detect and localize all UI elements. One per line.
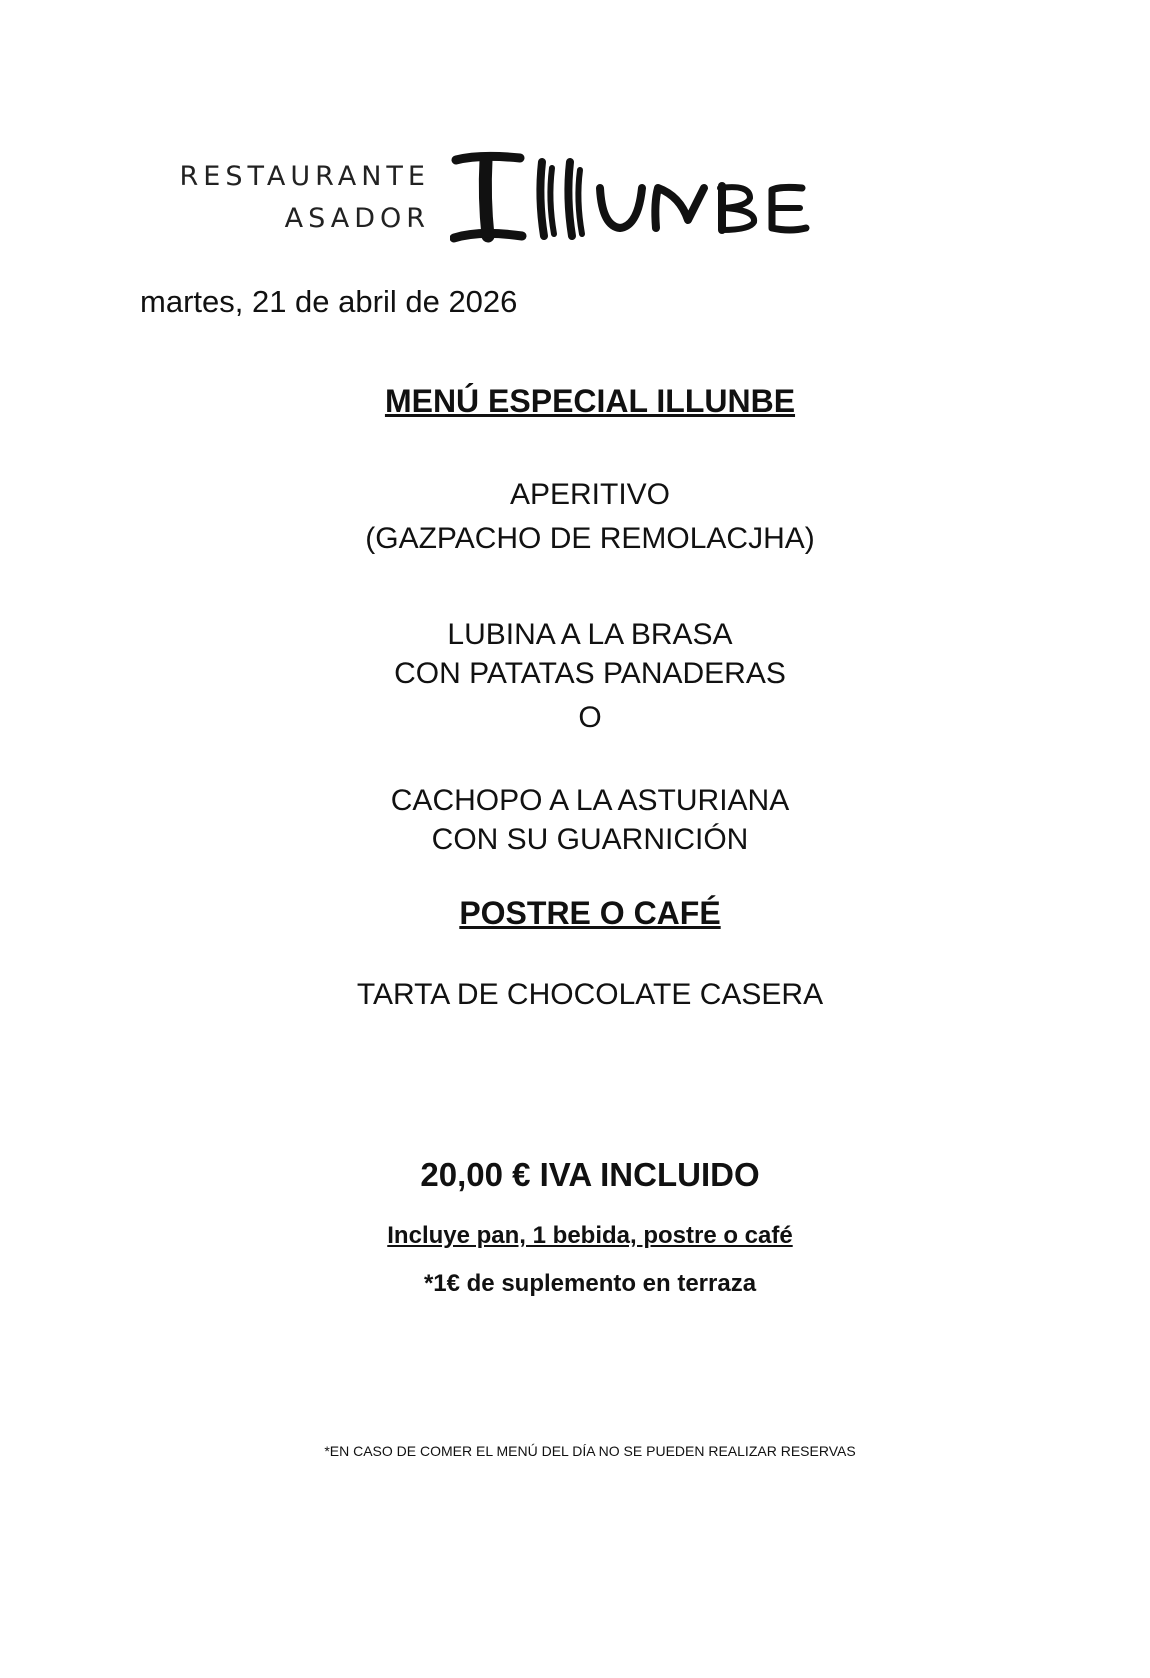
main-option-1-line-2: CON PATATAS PANADERAS [394,657,786,690]
logo-line-restaurante: RESTAURANTE [179,161,430,192]
logo-text [150,156,430,240]
main-option-1-line-1: LUBINA A LA BRASA [447,618,733,651]
option-separator: O [578,701,602,734]
price-includes: Incluye pan, 1 bebida, postre o café [387,1222,793,1249]
illunbe-brush-logo [450,148,830,258]
dessert-item: TARTA DE CHOCOLATE CASERA [356,978,824,1011]
menu-date: martes, 21 de abril de 2026 [140,284,518,319]
aperitivo-detail: (GAZPACHO DE REMOLACJHA) [365,522,815,555]
menu-title: MENÚ ESPECIAL ILLUNBE [384,383,796,419]
dessert-heading: POSTRE O CAFÉ [459,895,721,931]
main-option-2-line-2: CON SU GUARNICIÓN [431,823,749,856]
reservation-note: *EN CASO DE COMER EL MENÚ DEL DÍA NO SE PUEDEN REALIZAR RESERVAS [324,1443,856,1459]
menu-price: 20,00 € IVA INCLUIDO [420,1156,760,1193]
terrace-supplement: *1€ de suplemento en terraza [423,1270,757,1297]
logo-line-asador: ASADOR [284,203,430,234]
main-option-2-line-1: CACHOPO A LA ASTURIANA [390,784,790,817]
aperitivo-label: APERITIVO [509,478,671,511]
restaurant-logo [150,148,840,258]
